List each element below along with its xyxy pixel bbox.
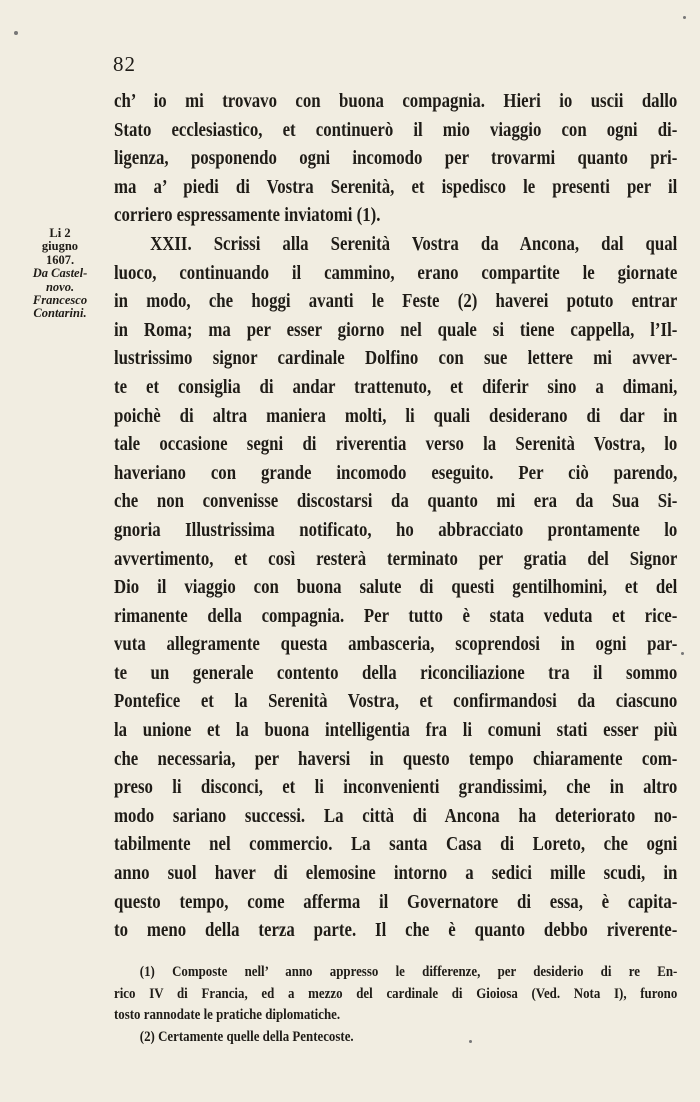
footnote-line: tosto rannodate le pratiche diplomatiche.: [114, 1007, 341, 1024]
body-line: anno suol haver di elemosine intorno a sedici mille scudi, in: [114, 862, 678, 885]
page-number: 82: [113, 52, 136, 76]
body-line: haveriano con grande incomodo eseguito. Per ciò parendo,: [114, 461, 678, 484]
body-line: luoco, continuando il cammino, erano compartite le giornate: [114, 261, 678, 284]
body-line: tale occasione segni di riverentia verso la Serenità Vostra, lo: [114, 433, 678, 456]
margin-place-line: novo.: [45, 279, 75, 294]
body-line: la unione et la buona intelligentia fra li comuni stati esser più: [114, 719, 678, 742]
body-line: ma a’ piedi di Vostra Serenità, et ispedisco le presenti per il: [114, 175, 678, 198]
body-line: to meno della terza parte. Il che è quanto debbo riverente-: [114, 919, 678, 942]
body-line: ligenza, posponendo ogni incomodo per trovarmi quanto pri-: [114, 147, 678, 170]
body-line: rimanente della compagnia. Per tutto è stata veduta et rice-: [114, 604, 678, 627]
body-line: poichè di altra maniera molti, li quali desiderano di dar in: [114, 404, 678, 427]
section-heading-line: XXII. Scrissi alla Serenità Vostra da Ancona, dal qual: [150, 232, 678, 255]
body-line: in Roma; ma per esser giorno nel quale si tiene cappella, l’Il-: [114, 318, 678, 341]
ink-speck: [14, 31, 18, 35]
body-line: preso li disconci, et li inconvenienti grandissimi, che in altro: [114, 776, 678, 799]
body-line: ch’ io mi trovavo con buona compagnia. Hieri io uscii dallo: [114, 90, 678, 112]
margin-date-line: Li 2: [49, 226, 71, 240]
body-line: Pontefice et la Serenità Vostra, et confirmandosi da ciascuno: [114, 690, 678, 713]
body-line: che necessaria, per haversi in questo tempo chiaramente com-: [114, 747, 678, 770]
footnotes: [114, 962, 677, 1048]
body-line: corriero espressamente inviatomi (1).: [114, 204, 381, 227]
margin-author-line: Contarini.: [33, 306, 87, 321]
body-line: vuta allegramente questa ambasceria, scoprendosi in ogni par-: [114, 633, 678, 656]
ink-speck: [469, 1040, 472, 1043]
body-line: te un generale contento della riconciliazione tra il sommo: [114, 661, 678, 684]
ink-speck: [681, 652, 684, 655]
ink-speck: [683, 16, 686, 19]
body-line: in modo, che hoggi avanti le Feste (2) haverei potuto entrar: [114, 290, 678, 313]
body-line: avvertimento, et così resterà terminato per gratia del Signor: [114, 547, 678, 570]
body-line: lustrissimo signor cardinale Dolfino con sue lettere mi avver-: [114, 347, 678, 370]
body-line: questo tempo, come afferma il Governatore di essa, è capita-: [114, 890, 678, 913]
footnote-line: rico IV di Francia, ed a mezzo del cardinale di Gioiosa (Ved. Nota I), furono: [114, 985, 678, 1002]
body-line: gnoria Illustrissima notificato, ho abbracciato prontamente lo: [114, 518, 678, 541]
body-line: te et consiglia di andar trattenuto, et diferir sino a dimani,: [114, 375, 678, 398]
body-line: che non convenisse discostarsi da quanto mi era da Sua Si-: [114, 490, 678, 513]
margin-note: [20, 227, 100, 321]
body-line: modo sariano successi. La città di Ancona ha deteriorato no-: [114, 804, 678, 827]
margin-date-line: 1607.: [45, 252, 75, 267]
body-line: tabilmente nel commercio. La santa Casa di Loreto, che ogni: [114, 833, 678, 856]
body-line: Dio il viaggio con buona salute di questi gentilhomini, et del: [114, 576, 678, 599]
margin-date-line: giugno: [41, 239, 79, 254]
footnote-line: (1) Composte nell’ anno appresso le differenze, per desiderio di re En-: [139, 964, 678, 980]
body-line: Stato ecclesiastico, et continuerò il mio viaggio con ogni di-: [114, 118, 678, 141]
margin-place-line: Da Castel-: [32, 266, 88, 281]
margin-author-line: Francesco: [32, 293, 88, 308]
body-text: [114, 87, 677, 945]
footnote-line: (2) Certamente quelle della Pentecoste.: [139, 1028, 354, 1045]
